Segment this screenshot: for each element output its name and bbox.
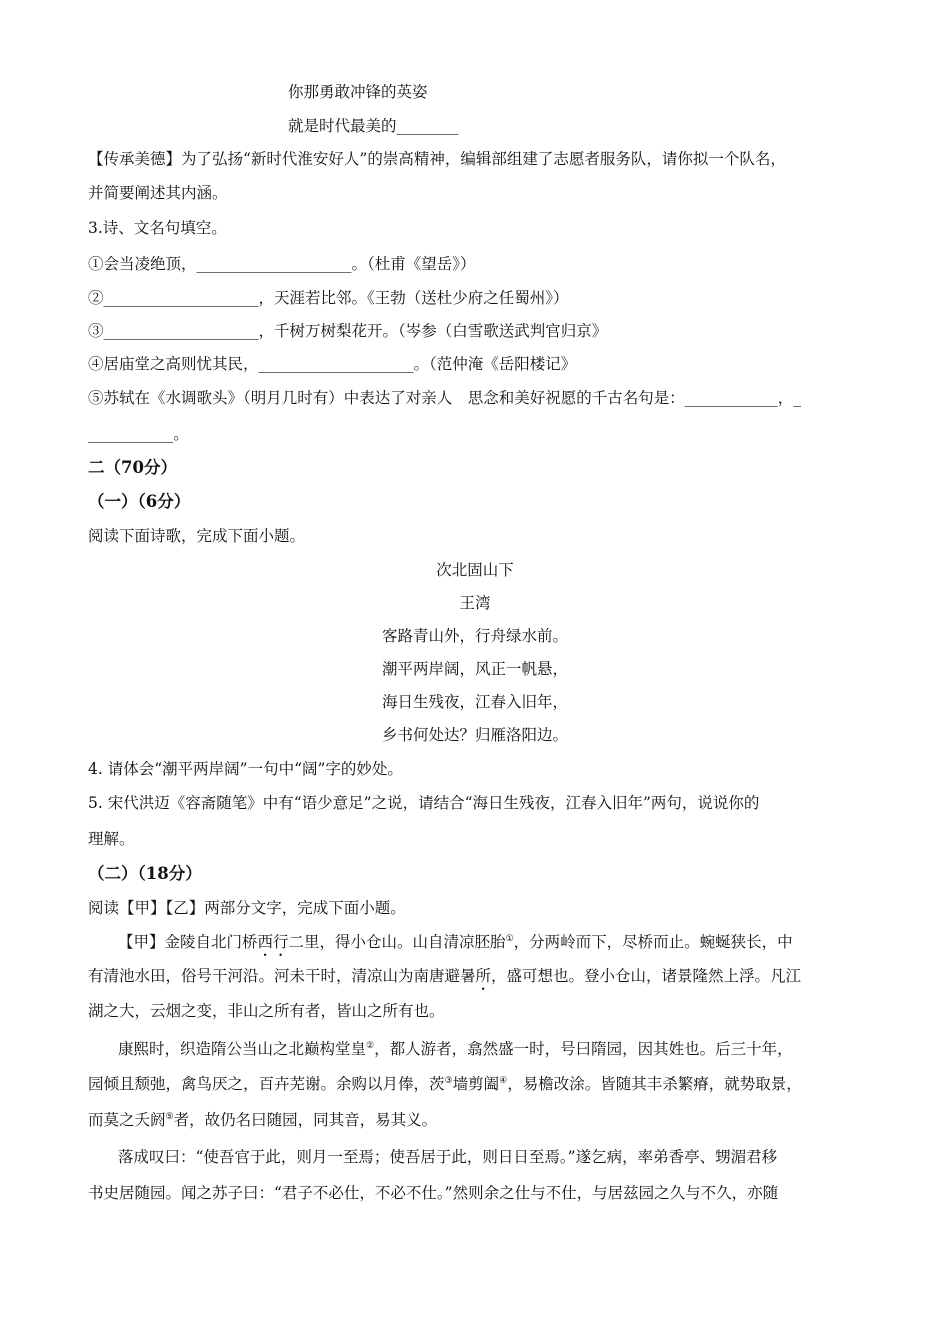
section-heading: 二（70分） [88, 458, 177, 477]
footnote-marker: ⑤ [165, 1111, 174, 1122]
poem-line: 就是时代最美的________ [288, 117, 459, 135]
question-text: 理解。 [88, 830, 135, 848]
poem-line: 海日生残夜，江春入旧年， [381, 693, 568, 711]
footnote-marker: ④ [499, 1075, 508, 1086]
passage-line: 园倾且颓弛，禽鸟厌之，百卉芜谢。余购以月俸，茨③墙剪阖④，易檐改涂。皆随其丰杀繁瘠，就势取景， [88, 1075, 802, 1093]
fill-blank-item: ③____________________，千树万树梨花开。（岑参（白雪歌送武判官归京》 [88, 322, 608, 340]
passage-line: 书史居随园。闻之苏子曰：“君子不必仕，不必不仕。”然则余之仕与不仕，与居兹园之久与不久，亦随 [88, 1184, 779, 1202]
fill-blank-item: ①会当凌绝顶，____________________。（杜甫《望岳》） [88, 255, 476, 273]
part-heading: （二）（18分） [88, 864, 202, 883]
question-text: 4. 请体会“潮平两岸阔”一句中“阔”字的妙处。 [88, 760, 403, 778]
instruction-text: 阅读下面诗歌，完成下面小题。 [88, 527, 306, 545]
fill-blank-item: ___________。 [88, 425, 189, 443]
poem-line: 乡书何处达？归雁洛阳边。 [381, 726, 568, 744]
part-heading: （一）（6分） [88, 492, 191, 511]
poem-title: 次北固山下 [436, 561, 514, 579]
fill-blank-item: ④居庙堂之高则忧其民，____________________。（范仲淹《岳阳楼记》 [88, 355, 577, 373]
footnote-marker: ① [505, 933, 514, 944]
task-text: 并简要阐述其内涵。 [88, 184, 228, 202]
passage-line: 落成叹曰：“使吾官于此，则月一至焉；使吾居于此，则日日至焉。”遂乞病，率弟香亭、甥湄君移 [118, 1148, 778, 1166]
poem-line: 你那勇敢冲锋的英姿 [288, 83, 428, 101]
passage-line: 康熙时，织造隋公当山之北巅构堂皇②，都人游者，翕然盛一时，号曰隋园，因其姓也。后三十年， [118, 1040, 793, 1058]
passage-line: 有清池水田，俗号干河沿。河未干时，清凉山为南唐避暑所，盛可想也。登小仓山，诸景隆然上浮。凡江 [88, 967, 802, 985]
fill-blank-item: ⑤苏轼在《水调歌头》（明月几时有）中表达了对亲人 思念和美好祝愿的千古名句是：____________，_ [88, 389, 802, 407]
passage-line: 【甲】金陵自北门桥西行二里，得小仓山。山自清凉胚胎①，分两岭而下，尽桥而止。蜿蜒狭长，中 [118, 933, 793, 951]
poem-line: 潮平两岸阔，风正一帆悬， [381, 660, 568, 678]
passage-line: 而莫之夭阏⑤者，故仍名曰随园，同其音，易其义。 [88, 1111, 438, 1129]
question-title: 3.诗、文名句填空。 [88, 219, 227, 237]
fill-blank-item: ②____________________，天涯若比邻。《王勃（送杜少府之任蜀州》） [88, 289, 569, 307]
poem-line: 客路青山外，行舟绿水前。 [381, 627, 568, 645]
instruction-text: 阅读【甲】【乙】两部分文字，完成下面小题。 [88, 899, 406, 917]
question-text: 5. 宋代洪迈《容斋随笔》中有“语少意足”之说，请结合“海日生残夜，江春入旧年”两句，说说你的 [88, 794, 760, 812]
footnote-marker: ② [366, 1040, 375, 1051]
task-text: 【传承美德】为了弘扬“新时代淮安好人”的崇高精神，编辑部组建了志愿者服务队，请你拟一个队名， [88, 150, 786, 168]
footnote-marker: ③ [444, 1075, 453, 1086]
poem-author: 王湾 [459, 594, 491, 612]
passage-line: 湖之大，云烟之变，非山之所有者，皆山之所有也。 [88, 1002, 445, 1020]
